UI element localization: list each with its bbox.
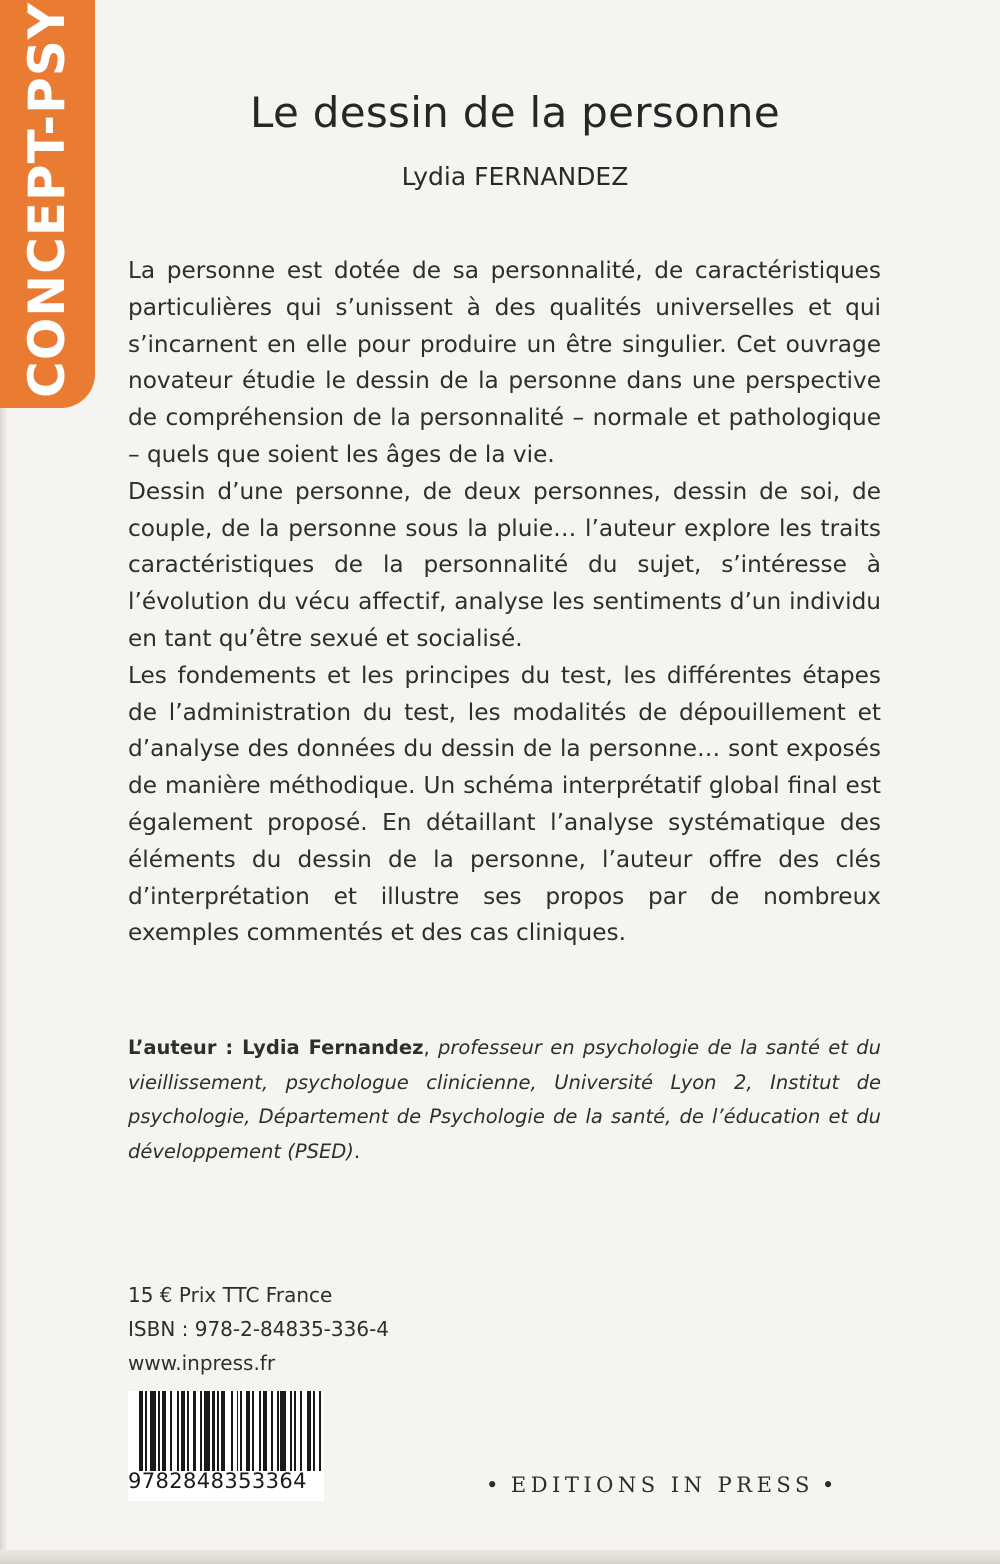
barcode <box>128 1391 324 1501</box>
publisher-website: www.inpress.fr <box>128 1351 276 1375</box>
book-author: Lydia FERNANDEZ <box>401 162 629 191</box>
blurb-paragraph: Les fondements et les principes du test, les différentes étapes de l’administration du test, les modalités de dépouillement et d’analyse des données du dessin de la personne… sont exposés de manière méthodique. Un schéma interprétatif global final est également proposé. En détaillant l’analyse systématique des éléments du dessin de la personne, l’auteur offre des clés d’interprétation et illustre ses propos par de nombreux exemples commentés et des cas cliniques. <box>128 661 881 947</box>
back-cover-blurb <box>128 253 881 952</box>
about-author-name: Lydia Fernandez <box>242 1036 424 1059</box>
publisher-name: EDITIONS IN PRESS <box>510 1473 814 1497</box>
series-tab <box>0 0 95 408</box>
bullet-icon: • <box>486 1473 503 1497</box>
series-label: CONCEPT-PSY <box>18 2 76 398</box>
cover-bottom-edge <box>0 1550 1000 1564</box>
about-author-description: professeur en psychologie de la santé et du vieillissement, psychologue clinicienne, Université Lyon 2, Institut de psychologie, Département de Psychologie de la santé, de l’éducation et du développement (PSED) <box>128 1036 881 1163</box>
barcode-bars <box>139 1391 323 1471</box>
blurb-paragraph: La personne est dotée de sa personnalité, de caractéristiques particulières qui s’unissent à des qualités universelles et qui s’incarnent en elle pour produire un être singulier. Cet ouvrage novateur étudie le dessin de la personne dans une perspective de compréhension de la personnalité – normale et pathologique – quels que soient les âges de la vie. <box>128 257 881 468</box>
about-author-separator: , <box>423 1036 438 1059</box>
barcode-digits: 9782848353364 <box>128 1469 307 1493</box>
barcode-gap <box>321 1391 323 1471</box>
bullet-icon: • <box>821 1473 839 1497</box>
book-title: Le dessin de la personne <box>250 88 780 137</box>
blurb-paragraph: Dessin d’une personne, de deux personnes, dessin de soi, de couple, de la personne sous la pluie… l’auteur explore les traits caractéristiques de la personnalité du sujet, s’intéresse à l’évolution du vécu affectif, analyse les sentiments d’un individu en tant qu’être sexué et socialisé. <box>128 477 881 652</box>
about-author <box>128 1031 881 1169</box>
book-meta <box>128 1278 389 1380</box>
publisher-imprint <box>478 1473 847 1497</box>
about-author-end: . <box>353 1139 361 1163</box>
about-author-label: L’auteur : <box>128 1036 243 1059</box>
price: 15 € Prix TTC France <box>128 1283 333 1307</box>
isbn: ISBN : 978-2-84835-336-4 <box>128 1317 390 1341</box>
